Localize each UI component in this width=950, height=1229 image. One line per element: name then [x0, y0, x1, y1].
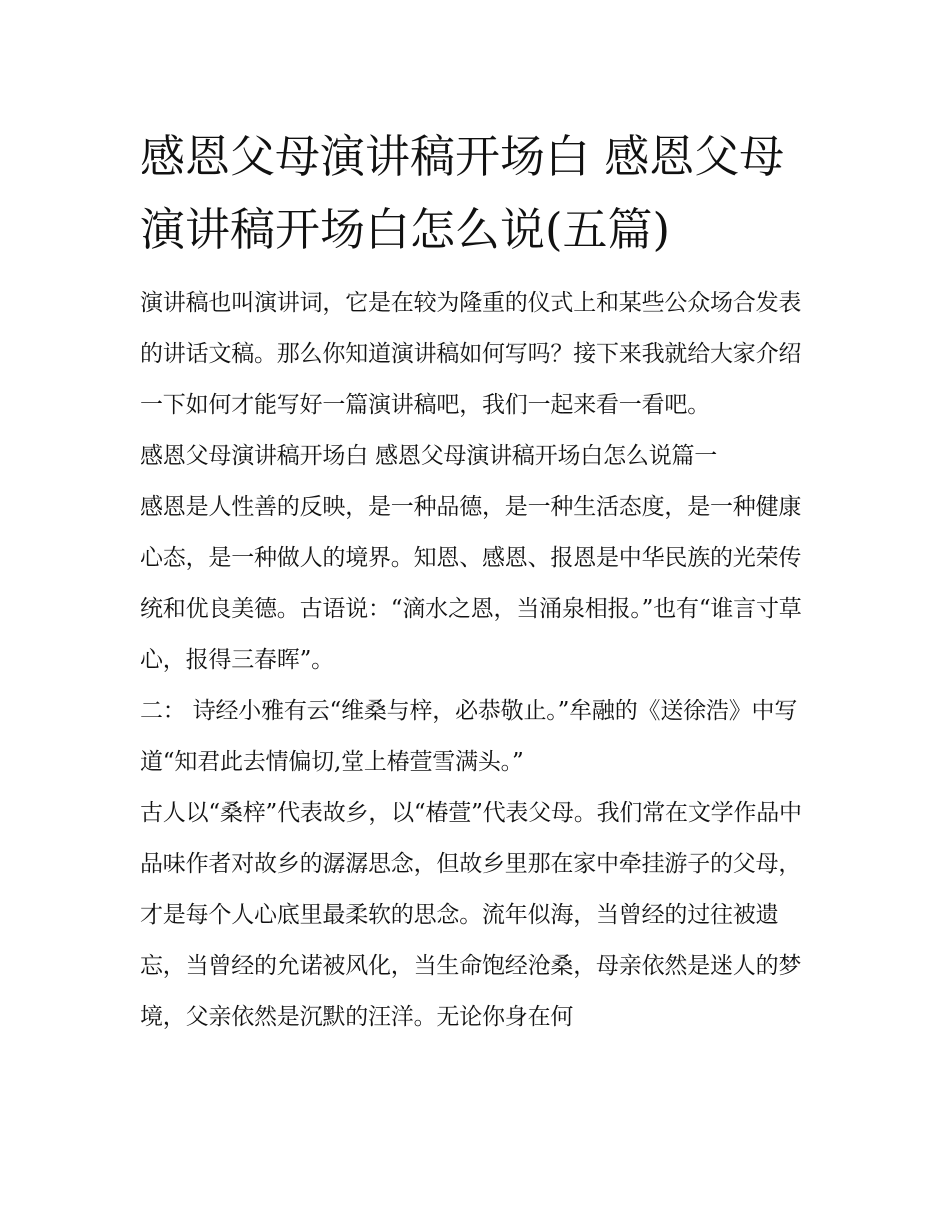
intro-paragraph: 演讲稿也叫演讲词，它是在较为隆重的仪式上和某些公众场合发表的讲话文稿。那么你知道演讲稿如何写吗？接下来我就给大家介绍一下如何才能写好一篇演讲稿吧，我们一起来看一看吧。 [140, 290, 802, 418]
body-paragraph: 感恩是人性善的反映，是一种品德，是一种生活态度，是一种健康心态，是一种做人的境界。知恩、感恩、报恩是中华民族的光荣传统和优良美德。古语说：“滴水之恩，当涌泉相报。”也有“谁言寸草心，报得三春晖”。 [140, 494, 802, 673]
document-body [140, 120, 816, 1043]
section-heading: 感恩父母演讲稿开场白 感恩父母演讲稿开场白怎么说篇一 [140, 443, 718, 469]
body-paragraph: 二： 诗经小雅有云“维桑与梓，必恭敬止。”牟融的《送徐浩》中写道“知君此去情偏切,堂上椿萱雪满头。” [140, 698, 798, 775]
body-paragraph: 古人以“桑梓”代表故乡，以“椿萱”代表父母。我们常在文学作品中品味作者对故乡的潺潺思念，但故乡里那在家中牵挂游子的父母，才是每个人心底里最柔软的思念。流年似海，当曾经的过往被遗忘，当曾经的允诺被风化，当生命饱经沧桑，母亲依然是迷人的梦境，父亲依然是沉默的汪洋。无论你身在何 [140, 800, 802, 1030]
document-title: 感恩父母演讲稿开场白 感恩父母演讲稿开场白怎么说(五篇) [140, 130, 785, 256]
